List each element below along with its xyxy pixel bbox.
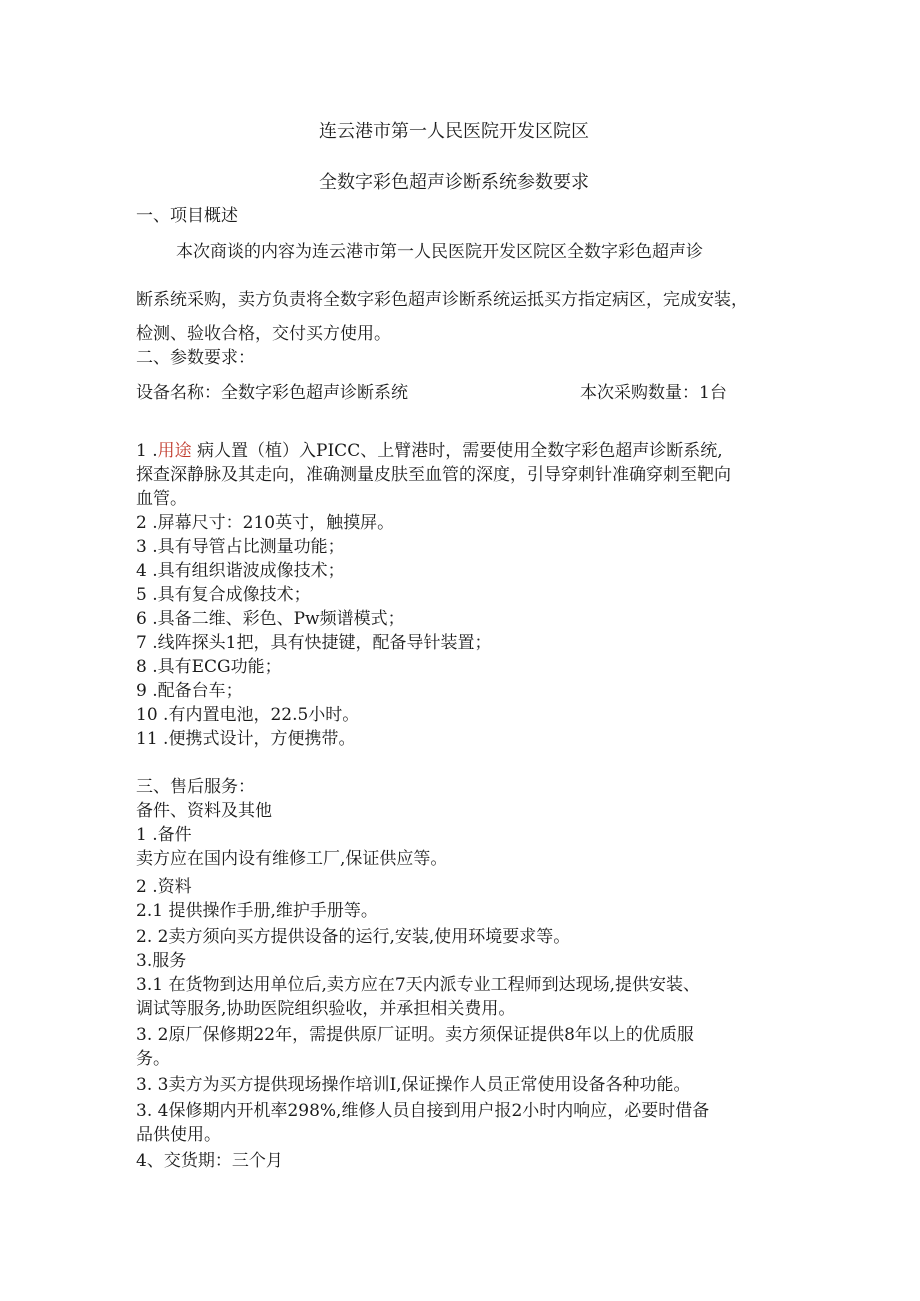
service-item-continuation: 调试等服务,协助医院组织验收，并承担相关费用。	[136, 999, 516, 1019]
service-item-continuation: 务。	[136, 1049, 170, 1069]
param-item: 6 .具备二维、彩色、Pw频谱模式；	[136, 609, 405, 629]
overview-paragraph-line: 检测、验收合格，交付买方使用。	[136, 324, 391, 344]
overview-paragraph-line: 断系统采购，卖方负责将全数字彩色超声诊断系统运抵买方指定病区，完成安装，	[136, 290, 748, 310]
purchase-quantity: 本次采购数量：1台	[580, 383, 727, 403]
item-text: 病人置（植）入PICC、上臂港时，需要使用全数字彩色超声诊断系统,	[191, 441, 723, 461]
param-item: 8 .具有ECG功能；	[136, 657, 282, 677]
param-item: 5 .具有复合成像技术；	[136, 585, 311, 605]
param-item: 9 .配备台车；	[136, 681, 243, 701]
service-item: 3. 2原厂保修期22年，需提供原厂证明。卖方须保证提供8年以上的优质服	[136, 1025, 694, 1045]
spare-parts-heading: 1 .备件	[136, 825, 192, 845]
documents-item: 2. 2卖方须向买方提供设备的运行,安装,使用环境要求等。	[136, 927, 571, 947]
param-item-continuation: 血管。	[136, 489, 187, 509]
after-sales-subheading: 备件、资料及其他	[136, 801, 272, 821]
service-item: 3. 4保修期内开机率298%,维修人员自接到用户报2小时内响应，必要时借备	[136, 1101, 710, 1121]
param-item: 10 .有内置电池，22.5小时。	[136, 705, 360, 725]
param-item-continuation: 探查深静脉及其走向，准确测量皮肤至血管的深度，引导穿刺针准确穿刺至靶向	[136, 465, 731, 485]
item-number: 1 .	[136, 441, 158, 461]
overview-paragraph-line: 本次商谈的内容为连云港市第一人民医院开发区院区全数字彩色超声诊	[176, 242, 703, 262]
param-item: 7 .线阵探头1把，具有快捷键，配备导针装置；	[136, 633, 492, 653]
device-name: 设备名称：全数字彩色超声诊断系统	[136, 383, 408, 403]
service-item: 3.1 在货物到达用单位后,卖方应在7天内派专业工程师到达现场,提供安装、	[136, 975, 701, 995]
service-item-continuation: 品供使用。	[136, 1125, 221, 1145]
delivery-period: 4、交货期：三个月	[136, 1151, 283, 1171]
service-item: 3. 3卖方为买方提供现场操作培训I,保证操作人员正常使用设备各种功能。	[136, 1075, 691, 1095]
section-heading-overview: 一、项目概述	[136, 206, 238, 226]
documents-heading: 2 .资料	[136, 877, 192, 897]
param-item	[136, 439, 723, 463]
service-heading: 3.服务	[136, 951, 187, 971]
section-heading-after-sales: 三、售后服务：	[136, 777, 255, 797]
param-item: 11 .便携式设计，方便携带。	[136, 729, 356, 749]
spare-parts-text: 卖方应在国内设有维修工厂,保证供应等。	[136, 849, 448, 869]
documents-item: 2.1 提供操作手册,维护手册等。	[136, 901, 378, 921]
param-item: 2 .屏幕尺寸：210英寸，触摸屏。	[136, 513, 395, 533]
document-subtitle: 全数字彩色超声诊断系统参数要求	[319, 172, 589, 193]
param-item: 3 .具有导管占比测量功能；	[136, 537, 345, 557]
section-heading-parameters: 二、参数要求：	[136, 348, 255, 368]
param-item: 4 .具有组织谐波成像技术；	[136, 561, 345, 581]
document-title: 连云港市第一人民医院开发区院区	[319, 121, 589, 142]
purpose-label: 用途	[157, 441, 192, 461]
